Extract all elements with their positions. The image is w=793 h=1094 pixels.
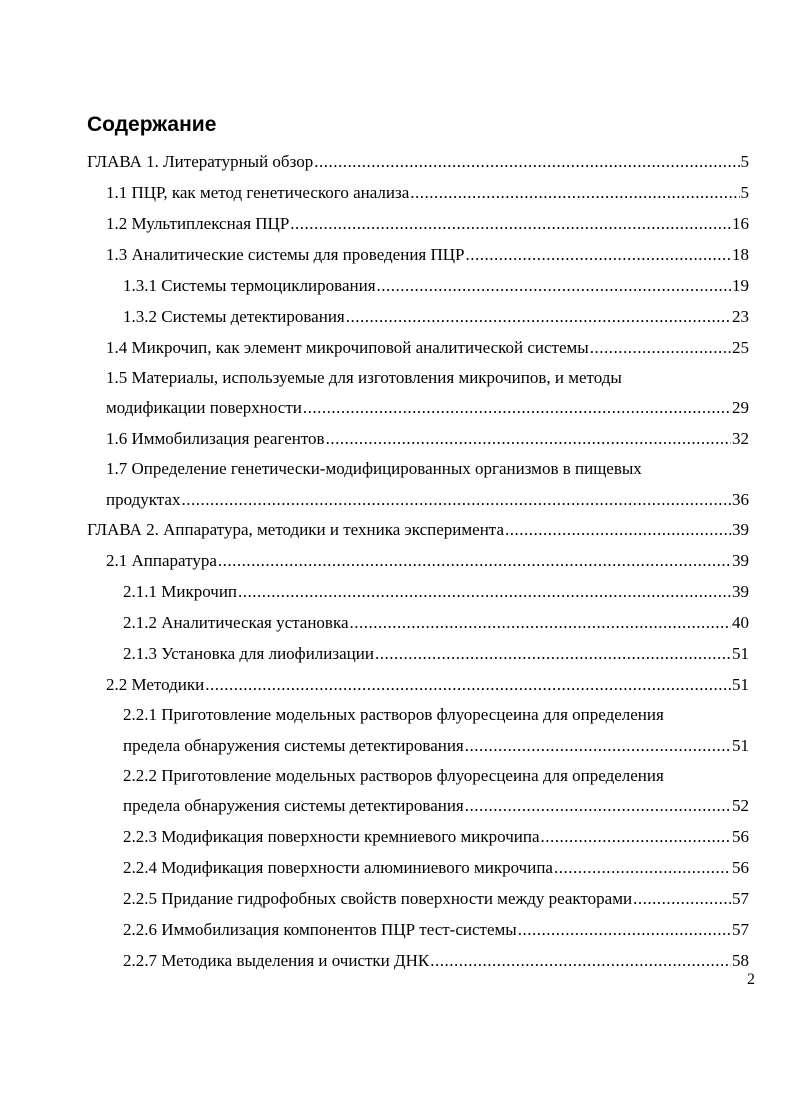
- toc-entry-2-1-2[interactable]: [123, 612, 749, 634]
- page-number: 2: [747, 971, 755, 988]
- toc-entry-title: 1.6 Иммобилизация реагентов: [106, 429, 325, 448]
- toc-entry-2-2-1-line1[interactable]: 2.2.1 Приготовление модельных растворов флуоресцеина для определения: [123, 705, 664, 724]
- toc-entry-1-6[interactable]: [106, 428, 749, 450]
- toc-entry-page: 51: [732, 675, 749, 694]
- toc-entry-title: 1.3.2 Системы детектирования: [123, 307, 345, 326]
- dot-leader: [465, 735, 731, 757]
- toc-entry-2-2-1[interactable]: [123, 735, 749, 757]
- dot-leader: [377, 275, 731, 297]
- toc-entry-page: 23: [732, 307, 749, 326]
- toc-entry-page: 51: [732, 644, 749, 663]
- toc-entry-page: 39: [732, 582, 749, 601]
- dot-leader: [238, 581, 731, 603]
- toc-entry-1-4[interactable]: [106, 337, 749, 359]
- dot-leader: [465, 795, 731, 817]
- toc-entry-title: 1.1 ПЦР, как метод генетического анализа: [106, 183, 410, 202]
- dot-leader: [346, 306, 731, 328]
- toc-entry-1-7[interactable]: [106, 489, 749, 511]
- toc-entry-2-1-1[interactable]: [123, 581, 749, 603]
- toc-entry-page: 58: [732, 951, 749, 970]
- toc-entry-2-2-2[interactable]: [123, 795, 749, 817]
- toc-entry-title: 1.3.1 Системы термоциклирования: [123, 276, 376, 295]
- toc-entry-2-2[interactable]: [106, 674, 749, 696]
- toc-entry-title: ГЛАВА 2. Аппаратура, методики и техника эксперимента: [87, 520, 504, 539]
- toc-entry-page: 36: [732, 490, 749, 509]
- toc-entry-2-2-4[interactable]: [123, 857, 749, 879]
- toc-entry-page: 5: [740, 152, 749, 171]
- toc-entry-chapter-1[interactable]: [87, 151, 749, 173]
- toc-entry-title: 2.2.6 Иммобилизация компонентов ПЦР тест-системы: [123, 920, 517, 939]
- toc-entry-title: 2.2.7 Методика выделения и очистки ДНК: [123, 951, 430, 970]
- toc-entry-page: 57: [732, 889, 749, 908]
- toc-entry-page: 32: [732, 429, 749, 448]
- toc-entry-page: 5: [740, 183, 749, 202]
- dot-leader: [218, 550, 731, 572]
- toc-entry-1-1[interactable]: [106, 182, 749, 204]
- toc-entry-page: 40: [732, 613, 749, 632]
- toc-entry-title: 2.2 Методики: [106, 675, 205, 694]
- dot-leader: [466, 244, 731, 266]
- toc-entry-2-2-7[interactable]: [123, 950, 749, 972]
- toc-entry-1-5-line1[interactable]: 1.5 Материалы, используемые для изготовления микрочипов, и методы: [106, 368, 622, 387]
- toc-entry-title: 1.3 Аналитические системы для проведения ПЦР: [106, 245, 465, 264]
- toc-entry-chapter-2[interactable]: [87, 519, 749, 541]
- toc-entry-2-1-3[interactable]: [123, 643, 749, 665]
- page-title: Содержание: [87, 113, 217, 136]
- dot-leader: [326, 428, 731, 450]
- toc-entry-title: 1.4 Микрочип, как элемент микрочиповой аналитической системы: [106, 338, 589, 357]
- toc-entry-page: 18: [732, 245, 749, 264]
- dot-leader: [410, 182, 739, 204]
- toc-entry-1-3-2[interactable]: [123, 306, 749, 328]
- toc-entry-1-5[interactable]: [106, 397, 749, 419]
- dot-leader: [205, 674, 731, 696]
- toc-entry-title: 2.2.4 Модификация поверхности алюминиевого микрочипа: [123, 858, 553, 877]
- dot-leader: [554, 857, 731, 879]
- dot-leader: [350, 612, 731, 634]
- toc-entry-page: 19: [732, 276, 749, 295]
- toc-entry-1-3-1[interactable]: [123, 275, 749, 297]
- toc-entry-2-2-5[interactable]: [123, 888, 749, 910]
- toc-entry-title: 2.1.3 Установка для лиофилизации: [123, 644, 374, 663]
- toc-entry-page: 56: [732, 858, 749, 877]
- toc-entry-page: 51: [732, 736, 749, 755]
- dot-leader: [303, 397, 731, 419]
- toc-entry-title: ГЛАВА 1. Литературный обзор: [87, 152, 314, 171]
- dot-leader: [633, 888, 731, 910]
- dot-leader: [430, 950, 731, 972]
- toc-entry-1-3[interactable]: [106, 244, 749, 266]
- toc-entry-title: предела обнаружения системы детектирования: [123, 796, 464, 815]
- toc-entry-2-2-3[interactable]: [123, 826, 749, 848]
- dot-leader: [375, 643, 731, 665]
- toc-entry-title: 2.1 Аппаратура: [106, 551, 217, 570]
- toc-entry-page: 39: [732, 551, 749, 570]
- toc-entry-title: продуктах: [106, 490, 181, 509]
- toc-entry-1-2[interactable]: [106, 213, 749, 235]
- toc-entry-page: 52: [732, 796, 749, 815]
- dot-leader: [290, 213, 731, 235]
- toc-entry-title: 2.1.1 Микрочип: [123, 582, 238, 601]
- toc-entry-title: модификации поверхности: [106, 398, 302, 417]
- toc-entry-page: 25: [732, 338, 749, 357]
- toc-entry-title: 2.2.3 Модификация поверхности кремниевого микрочипа: [123, 827, 540, 846]
- dot-leader: [541, 826, 731, 848]
- toc-entry-page: 57: [732, 920, 749, 939]
- toc-entry-page: 56: [732, 827, 749, 846]
- toc-entry-page: 29: [732, 398, 749, 417]
- toc-entry-2-2-2-line1[interactable]: 2.2.2 Приготовление модельных растворов флуоресцеина для определения: [123, 766, 664, 785]
- dot-leader: [314, 151, 739, 173]
- dot-leader: [590, 337, 731, 359]
- toc-entry-2-1[interactable]: [106, 550, 749, 572]
- dot-leader: [181, 489, 731, 511]
- dot-leader: [518, 919, 731, 941]
- toc-entry-title: 2.2.5 Придание гидрофобных свойств поверхности между реакторами: [123, 889, 633, 908]
- toc-entry-2-2-6[interactable]: [123, 919, 749, 941]
- toc-entry-page: 16: [732, 214, 749, 233]
- toc-entry-page: 39: [732, 520, 749, 539]
- toc-entry-title: предела обнаружения системы детектирования: [123, 736, 464, 755]
- toc-entry-title: 1.2 Мультиплексная ПЦР: [106, 214, 290, 233]
- dot-leader: [505, 519, 731, 541]
- toc-entry-1-7-line1[interactable]: 1.7 Определение генетически-модифицированных организмов в пищевых: [106, 459, 642, 478]
- toc-entry-title: 2.1.2 Аналитическая установка: [123, 613, 349, 632]
